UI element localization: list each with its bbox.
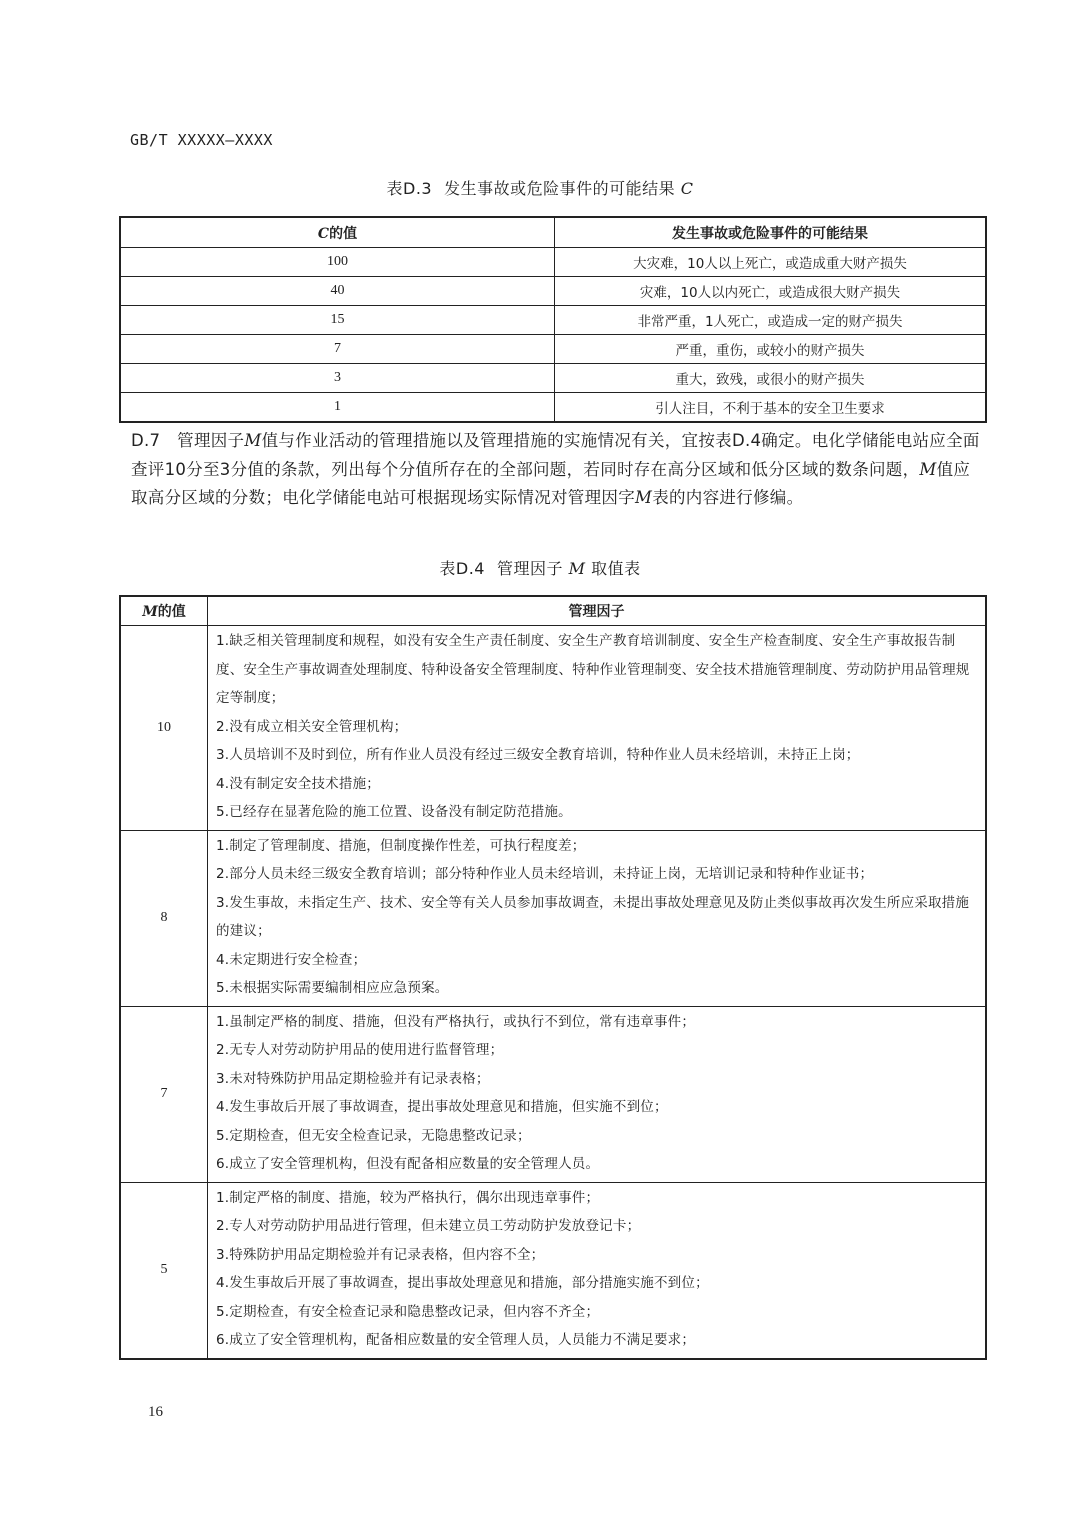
management-factor-cell <box>208 626 987 831</box>
table-d4-caption <box>0 556 1080 579</box>
column-suffix: 的值 <box>157 604 186 620</box>
clause-text: 表的内容进行修编。 <box>652 488 804 507</box>
c-value-cell: 7 <box>120 335 555 364</box>
factor-item: 5.定期检查，但无安全检查记录，无隐患整改记录； <box>216 1127 531 1144</box>
clause-text: 值与作业活动的管理措施以及管理措施的实施情况有关，宜按表D.4确定。电化学储能电站应全面查评10分至3分值的条款，列出每个分值所存在的全部问题，若同时存在高分区域和低分区域的数条问题， <box>131 431 980 479</box>
factor-item: 1.缺乏相关管理制度和规程，如没有安全生产责任制度、安全生产教育培训制度、安全生产检查制度、安全生产事故报告制度、安全生产事故调查处理制度、特种设备安全管理制度、特种作业管理制变、安全技术措施管理制度、劳动防护用品管理规定等制度； <box>216 633 970 706</box>
factor-item: 3.发生事故，未指定生产、技术、安全等有关人员参加事故调查，未提出事故处理意见及防止类似事故再次发生所应采取措施的建议； <box>216 894 970 939</box>
factor-item: 2.部分人员未经三级安全教育培训；部分特种作业人员未经培训，未持证上岗，无培训记录和特种作业证书； <box>216 866 874 882</box>
factor-item: 1.制定严格的制度、措施，较为严格执行，偶尔出现违章事件； <box>216 1189 600 1206</box>
c-value-cell: 1 <box>120 393 555 423</box>
clause-d7 <box>131 427 981 513</box>
column-header-c-value <box>120 217 555 248</box>
table-d4-variable: M <box>568 559 586 578</box>
column-header-m-value <box>120 596 208 626</box>
table-row <box>120 1182 986 1359</box>
result-cell: 大灾难，10人以上死亡，或造成重大财产损失 <box>555 248 987 277</box>
table-row <box>120 364 986 393</box>
factor-item: 3.未对特殊防护用品定期检验并有记录表格； <box>216 1070 490 1087</box>
table-row <box>120 830 986 1006</box>
factor-item: 5.定期检查，有安全检查记录和隐患整改记录，但内容不齐全； <box>216 1303 600 1320</box>
clause-var: M <box>919 459 937 479</box>
page-number: 16 <box>148 1404 163 1420</box>
factor-item: 1.虽制定严格的制度、措施，但没有严格执行，或执行不到位，常有违章事件； <box>216 1013 696 1030</box>
table-row <box>120 393 986 423</box>
factor-item: 2.无专人对劳动防护用品的使用进行监督管理； <box>216 1042 504 1058</box>
result-cell: 引人注目，不利于基本的安全卫生要求 <box>555 393 987 423</box>
factor-item: 3.人员培训不及时到位，所有作业人员没有经过三级安全教育培训，特种作业人员未经培训，未持正上岗； <box>216 747 860 763</box>
table-header-row <box>120 217 986 248</box>
management-factor-cell <box>208 1006 987 1182</box>
factor-item: 6.成立了安全管理机构，但没有配备相应数量的安全管理人员。 <box>216 1156 600 1172</box>
factor-item: 4.没有制定安全技术措施； <box>216 775 380 792</box>
table-d4-number: 表D.4 <box>439 559 485 578</box>
factor-item: 1.制定了管理制度、措施，但制度操作性差，可执行程度差； <box>216 837 586 854</box>
table-d3-title: 发生事故或危险事件的可能结果 <box>444 179 676 198</box>
clause-var: M <box>635 488 653 507</box>
factor-item: 6.成立了安全管理机构，配备相应数量的安全管理人员，人员能力不满足要求； <box>216 1332 696 1348</box>
result-cell: 重大，致残，或很小的财产损失 <box>555 364 987 393</box>
c-value-cell: 3 <box>120 364 555 393</box>
c-value-cell: 100 <box>120 248 555 277</box>
table-d3-caption <box>0 176 1080 199</box>
clause-var: M <box>244 431 262 450</box>
m-value-cell: 10 <box>120 626 208 831</box>
table-d4-title-post: 取值表 <box>591 559 641 578</box>
table-row <box>120 277 986 306</box>
table-row <box>120 335 986 364</box>
column-suffix: 的值 <box>329 225 358 242</box>
m-value-cell: 5 <box>120 1182 208 1359</box>
table-d3-number: 表D.3 <box>386 179 433 198</box>
management-factor-cell <box>208 830 987 1006</box>
table-d4-title-pre: 管理因子 <box>496 559 563 578</box>
c-value-cell: 40 <box>120 277 555 306</box>
management-factor-cell <box>208 1182 987 1359</box>
table-d3 <box>119 216 987 423</box>
factor-item: 4.发生事故后开展了事故调查，提出事故处理意见和措施，但实施不到位； <box>216 1099 668 1115</box>
result-cell: 非常严重，1人死亡，或造成一定的财产损失 <box>555 306 987 335</box>
m-value-cell: 8 <box>120 830 208 1006</box>
clause-text: D.7 管理因子 <box>131 431 245 450</box>
column-header-management-factor: 管理因子 <box>208 596 987 626</box>
table-row <box>120 248 986 277</box>
table-header-row <box>120 596 986 626</box>
factor-item: 5.未根据实际需要编制相应应急预案。 <box>216 980 449 996</box>
clause-text: 值应取高分区域的分数；电化学储能电站可根据现场实际情况对管理因字 <box>131 459 971 507</box>
table-d4 <box>119 595 987 1360</box>
table-row <box>120 1006 986 1182</box>
factor-item: 4.未定期进行安全检查； <box>216 951 367 968</box>
factor-item: 3.特殊防护用品定期检验并有记录表格，但内容不全； <box>216 1246 545 1263</box>
factor-item: 2.没有成立相关安全管理机构； <box>216 718 408 735</box>
column-header-result: 发生事故或危险事件的可能结果 <box>555 217 987 248</box>
result-cell: 严重，重伤，或较小的财产损失 <box>555 335 987 364</box>
table-d3-variable: C <box>680 179 694 198</box>
factor-item: 2.专人对劳动防护用品进行管理，但未建立员工劳动防护发放登记卡； <box>216 1218 641 1234</box>
table-row <box>120 626 986 831</box>
m-value-cell: 7 <box>120 1006 208 1182</box>
document-code: GB/T XXXXX—XXXX <box>130 131 273 149</box>
result-cell: 灾难，10人以内死亡，或造成很大财产损失 <box>555 277 987 306</box>
c-value-cell: 15 <box>120 306 555 335</box>
factor-item: 4.发生事故后开展了事故调查，提出事故处理意见和措施，部分措施实施不到位； <box>216 1275 709 1291</box>
column-var: M <box>142 604 158 620</box>
column-var: C <box>317 225 330 242</box>
factor-item: 5.已经存在显著危险的施工位置、设备没有制定防范措施。 <box>216 804 572 820</box>
table-row <box>120 306 986 335</box>
